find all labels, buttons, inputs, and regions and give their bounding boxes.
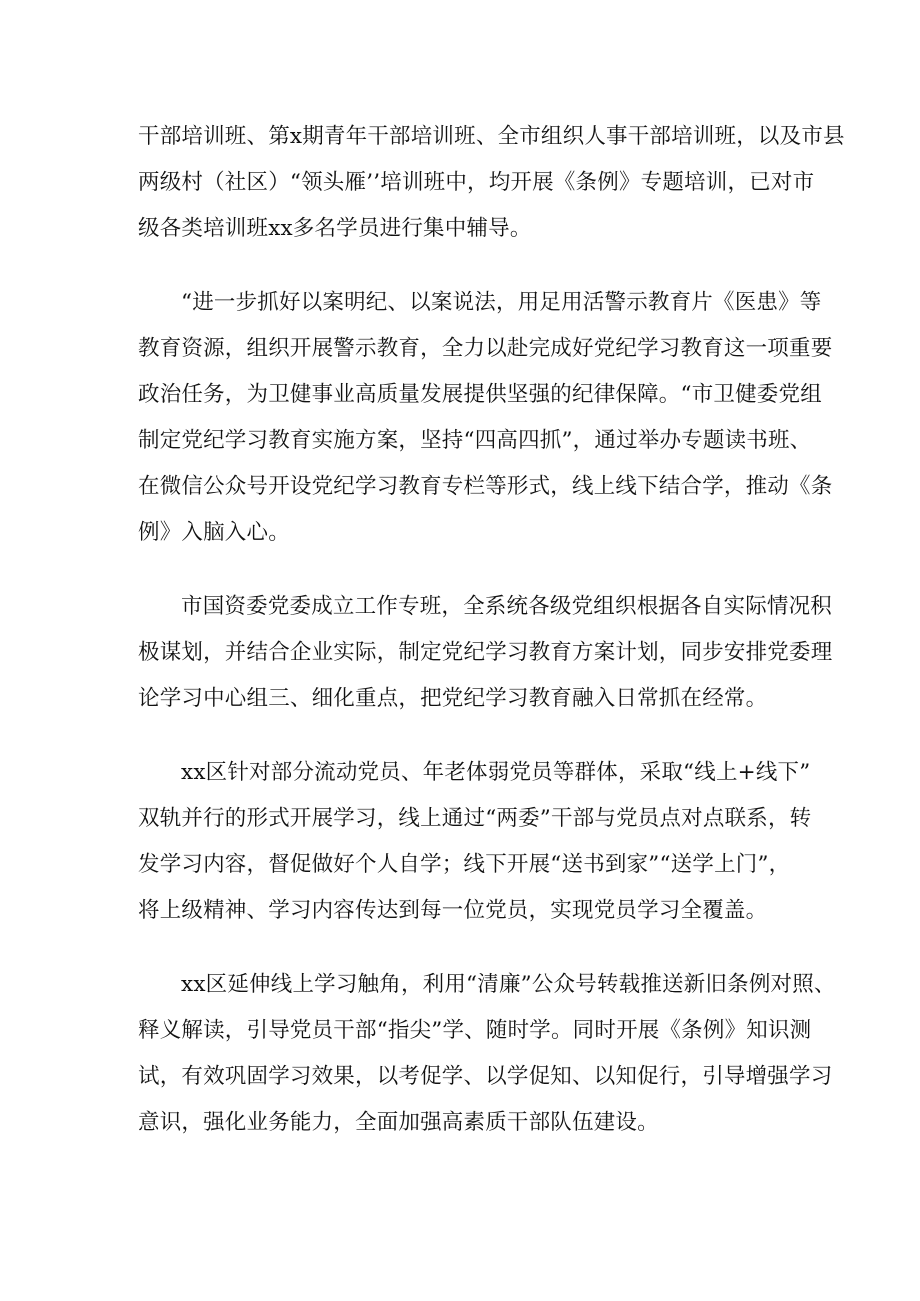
paragraph-line: 例》入脑入心。 — [138, 520, 290, 545]
paragraph-line: 发学习内容，督促做好个人自学；线下开展“送书到家”“送学上门”， — [138, 852, 791, 877]
paragraph-line: 双轨并行的形式开展学习，线上通过“两委”干部与党员点对点联系，转 — [138, 806, 812, 831]
paragraph-line: 教育资源，组织开展警示教育，全力以赴完成好党纪学习教育这一项重要 — [138, 336, 833, 361]
paragraph-line: 市国资委党委成立工作专班，全系统各级党组织根据各自实际情况积 — [181, 594, 833, 619]
paragraph-3 — [138, 584, 833, 722]
paragraph-line: 极谋划，并结合企业实际，制定党纪学习教育方案计划，同步安排党委理 — [138, 640, 833, 665]
paragraph-4 — [138, 750, 812, 934]
paragraph-line: 级各类培训班xx多名学员进行集中辅导。 — [138, 216, 532, 241]
paragraph-line: xx区延伸线上学习触角，利用“清廉”公众号转载推送新旧条例对照、 — [181, 972, 836, 997]
paragraph-line: 两级村（社区）“领头雁’’培训班中，均开展《条例》专题培训，已对市 — [138, 170, 815, 195]
paragraph-line: 试，有效巩固学习效果，以考促学、以学促知、以知促行，引导增强学习 — [138, 1064, 833, 1089]
paragraph-line: 将上级精神、学习内容传达到每一位党员，实现党员学习全覆盖。 — [138, 898, 768, 923]
paragraph-line: xx区针对部分流动党员、年老体弱党员等群体，采取“线上+线下” — [181, 760, 811, 785]
paragraph-5 — [138, 962, 836, 1146]
paragraph-line: 制定党纪学习教育实施方案，坚持“四高四抓”，通过举办专题读书班、 — [138, 428, 812, 453]
paragraph-line: “进一步抓好以案明纪、以案说法，用足用活警示教育片《医患》等 — [181, 290, 822, 315]
paragraph-line: 意识，强化业务能力，全面加强高素质干部队伍建设。 — [138, 1110, 659, 1135]
paragraph-line: 在微信公众号开设党纪学习教育专栏等形式，线上线下结合学，推动《条 — [138, 474, 833, 499]
paragraph-2 — [138, 280, 833, 556]
paragraph-line: 政治任务，为卫健事业高质量发展提供坚强的纪律保障。“市卫健委党组 — [138, 382, 822, 407]
paragraph-line: 干部培训班、第x期青年干部培训班、全市组织人事干部培训班，以及市县 — [138, 124, 845, 149]
paragraph-1 — [138, 114, 845, 252]
paragraph-line: 论学习中心组三、细化重点，把党纪学习教育融入日常抓在经常。 — [138, 686, 768, 711]
paragraph-line: 释义解读，引导党员干部“指尖”学、随时学。同时开展《条例》知识测 — [138, 1018, 812, 1043]
